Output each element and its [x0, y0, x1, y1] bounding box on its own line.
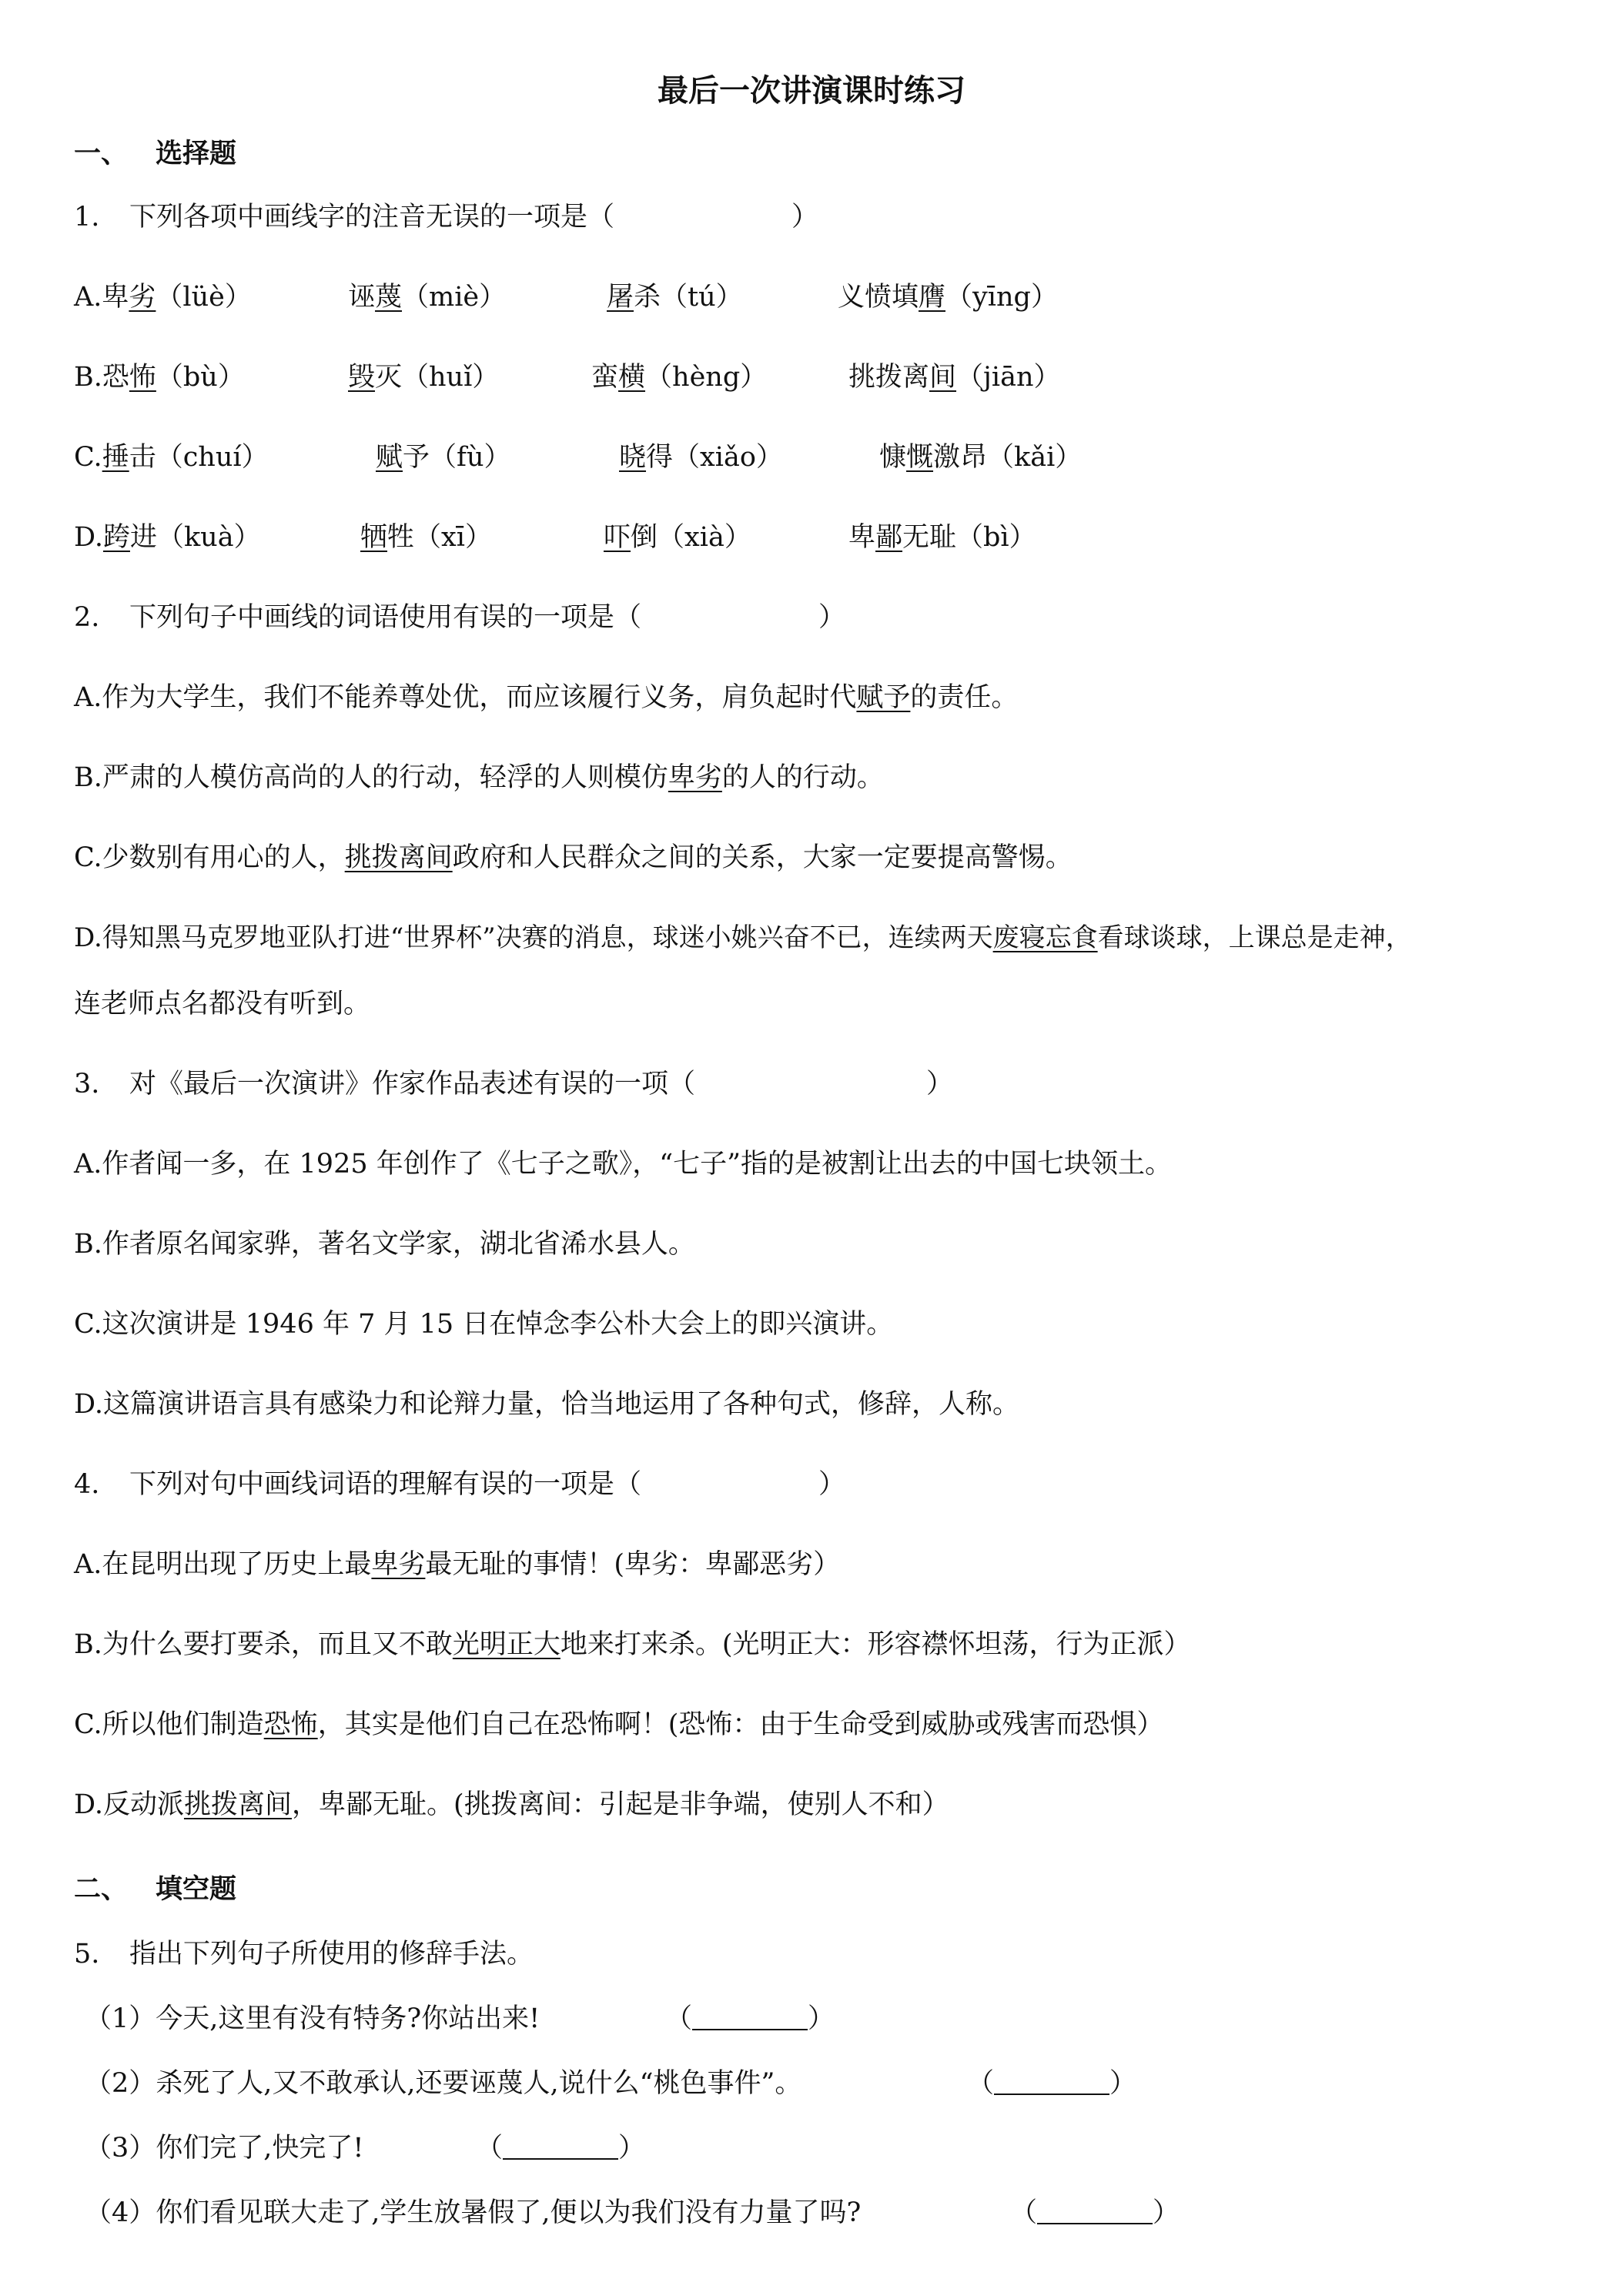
- question-1: [74, 199, 818, 236]
- q2-option-a: A.作为大学生，我们不能养尊处优，而应该履行义务，肩负起时代赋予的责任。: [74, 682, 1019, 713]
- question-5: [74, 1936, 534, 1973]
- question-number: 1.: [74, 202, 100, 233]
- q1-a-item-3: 屠杀（tú）: [607, 282, 743, 313]
- q3-option-c: C.这次演讲是 1946 年 7 月 15 日在悼念李公朴大会上的即兴演讲。: [74, 1309, 894, 1340]
- q5-item-text: （4）你们看见联大走了,学生放暑假了,便以为我们没有力量了吗?: [85, 2197, 862, 2228]
- q1-c-item-2: 赋予（fù）: [376, 442, 511, 473]
- paren-close: ）: [791, 202, 819, 233]
- q2-option-c: C.少数别有用心的人，挑拨离间政府和人民群众之间的关系，大家一定要提高警惕。: [74, 842, 1073, 873]
- q3-option-d: D.这篇演讲语言具有感染力和论辩力量，恰当地运用了各种句式，修辞，人称。: [74, 1389, 1019, 1420]
- q5-item-2: [85, 2065, 1137, 2102]
- q5-item-text: （1）今天,这里有没有特务?你站出来!: [85, 2003, 540, 2034]
- q3-option-a: A.作者闻一多，在 1925 年创作了《七子之歌》，“七子”指的是被割让出去的中国七块领土。: [74, 1149, 1173, 1180]
- q1-d-item-2: 牺牲（xī）: [360, 522, 492, 553]
- q1-d-item-3: 吓倒（xià）: [604, 522, 751, 553]
- q1-a-item-1: A.卑劣（lüè）: [74, 282, 252, 313]
- q1-b-item-3: 蛮横（hèng）: [591, 362, 768, 393]
- q1-b-item-1: B.恐怖（bù）: [74, 362, 245, 393]
- q5-item-text: （3）你们完了,快完了!: [85, 2133, 364, 2164]
- q4-option-c: C.所以他们制造恐怖，其实是他们自己在恐怖啊！(恐怖：由于生命受到威胁或残害而恐惧）: [74, 1709, 1164, 1740]
- paren-close: ）: [818, 1469, 846, 1500]
- q5-item-4: [85, 2194, 1180, 2231]
- answer-blank[interactable]: （ ）: [665, 2003, 835, 2034]
- question-3: [74, 1066, 953, 1103]
- page-title: 最后一次讲演课时练习: [658, 73, 965, 109]
- question-number: 4.: [74, 1469, 100, 1500]
- q5-item-1: [85, 2000, 835, 2037]
- section-number: 二、: [74, 1874, 129, 1905]
- q2-option-d-continued: 连老师点名都没有听到。: [74, 989, 371, 1019]
- answer-blank[interactable]: （ ）: [476, 2133, 646, 2164]
- q2-option-d: D.得知黑马克罗地亚队打进“世界杯”决赛的消息，球迷小姚兴奋不已，连续两天废寝忘食看球谈球，上课总是走神，: [74, 922, 1412, 953]
- section-label: 填空题: [156, 1874, 237, 1905]
- answer-blank[interactable]: （ ）: [967, 2068, 1137, 2099]
- question-stem: 下列句子中画线的词语使用有误的一项是（: [129, 602, 642, 633]
- q1-d-item-4: 卑鄙无耻（bì）: [848, 522, 1036, 553]
- q3-option-b: B.作者原名闻家骅，著名文学家，湖北省浠水县人。: [74, 1229, 695, 1260]
- q1-d-item-1: D.跨进（kuà）: [74, 522, 261, 553]
- question-number: 2.: [74, 602, 100, 633]
- question-stem: 指出下列句子所使用的修辞手法。: [129, 1939, 534, 1970]
- section-number: 一、: [74, 139, 129, 169]
- q1-a-item-2: 诬蔑（miè）: [348, 282, 507, 313]
- question-stem: 下列对句中画线词语的理解有误的一项是（: [129, 1469, 642, 1500]
- q5-item-text: （2）杀死了人,又不敢承认,还要诬蔑人,说什么“桃色事件”。: [85, 2068, 802, 2099]
- question-stem: 下列各项中画线字的注音无误的一项是（: [129, 202, 615, 233]
- q4-option-d: D.反动派挑拨离间，卑鄙无耻。(挑拨离间：引起是非争端，使别人不和）: [74, 1789, 949, 1820]
- paren-close: ）: [818, 602, 846, 633]
- question-number: 5.: [74, 1939, 100, 1970]
- q1-c-item-1: C.捶击（chuí）: [74, 442, 269, 473]
- answer-blank[interactable]: （ ）: [1010, 2197, 1180, 2228]
- section-label: 选择题: [156, 139, 237, 169]
- section-heading-fill: [74, 1871, 236, 1908]
- q1-c-item-4: 慷慨激昂（kǎi）: [879, 442, 1083, 473]
- question-4: [74, 1466, 845, 1503]
- section-heading-choice: [74, 136, 236, 172]
- q1-a-item-4: 义愤填膺（yīng）: [838, 282, 1058, 313]
- q4-option-b: B.为什么要打要杀，而且又不敢光明正大地来打来杀。(光明正大：形容襟怀坦荡，行为正派）: [74, 1629, 1191, 1660]
- q2-option-b: B.严肃的人模仿高尚的人的行动，轻浮的人则模仿卑劣的人的行动。: [74, 762, 884, 793]
- question-2: [74, 599, 845, 636]
- q1-b-item-4: 挑拨离间（jiān）: [848, 362, 1061, 393]
- q5-item-3: [85, 2130, 646, 2167]
- q1-b-item-2: 毁灭（huǐ）: [348, 362, 500, 393]
- question-stem: 对《最后一次演讲》作家作品表述有误的一项（: [129, 1069, 696, 1099]
- q4-option-a: A.在昆明出现了历史上最卑劣最无耻的事情！(卑劣：卑鄙恶劣）: [74, 1549, 841, 1580]
- question-number: 3.: [74, 1069, 100, 1099]
- paren-close: ）: [926, 1069, 954, 1099]
- q1-c-item-3: 晓得（xiǎo）: [619, 442, 783, 473]
